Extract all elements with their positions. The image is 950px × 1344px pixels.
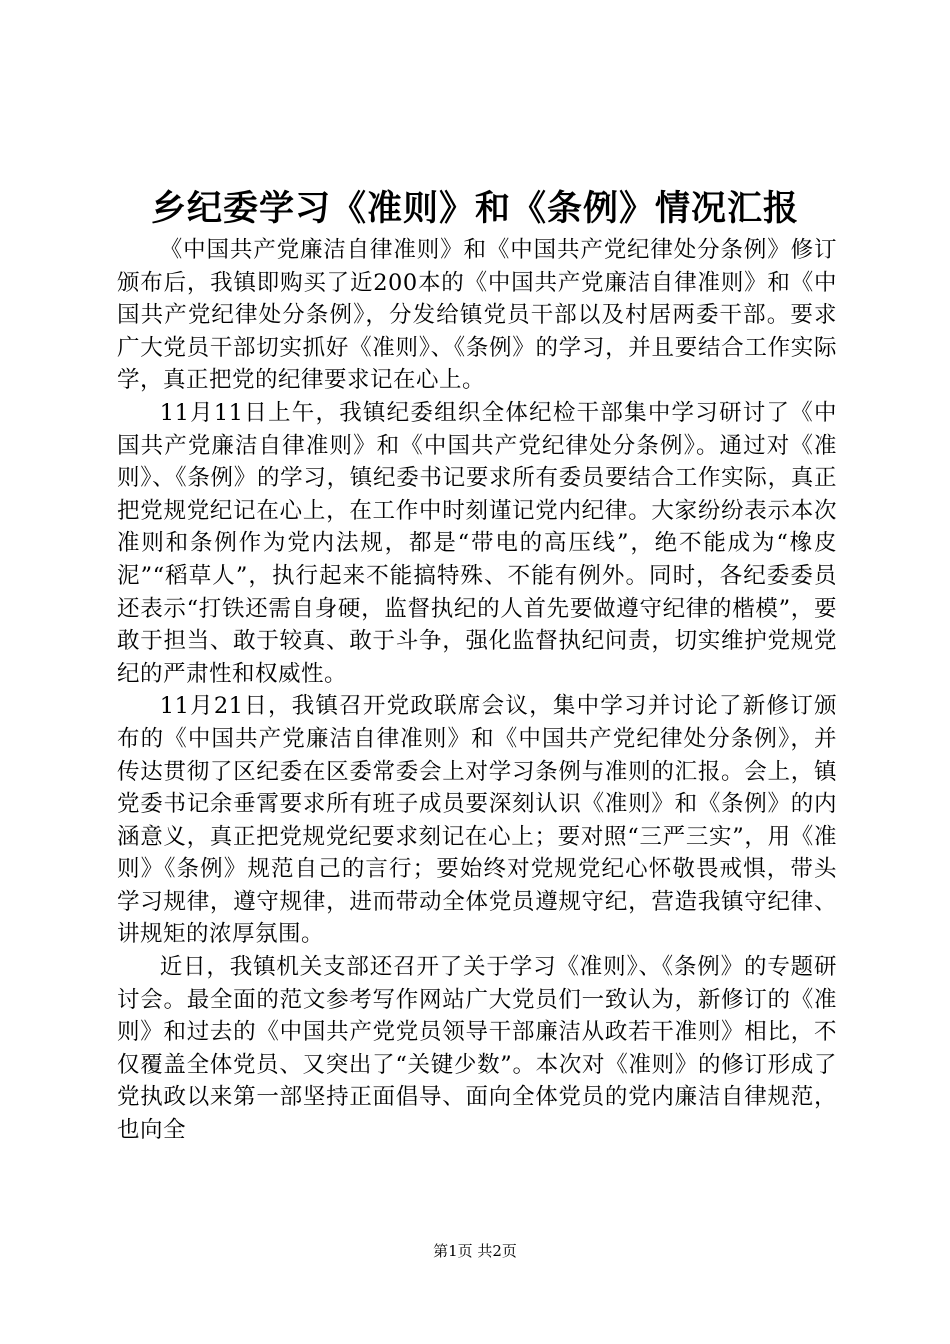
document-body (117, 234, 837, 1147)
paragraph-1: 《中国共产党廉洁自律准则》和《中国共产党纪律处分条例》修订颁布后，我镇即购买了近200本的《中国共产党廉洁自律准则》和《中国共产党纪律处分条例》，分发给镇党员干部以及村居两委干部。要求广大党员干部切实抓好《准则》、《条例》的学习，并且要结合工作实际学，真正把党的纪律要求记在心上。 (117, 237, 837, 394)
paragraph-4: 近日，我镇机关支部还召开了关于学习《准则》、《条例》的专题研讨会。最全面的范文参考写作网站广大党员们一致认为，新修订的《准则》和过去的《中国共产党党员领导干部廉洁从政若干准则》相比，不仅覆盖全体党员、又突出了“关键少数”。本次对《准则》的修订形成了党执政以来第一部坚持正面倡导、面向全体党员的党内廉洁自律规范，也向全 (117, 954, 837, 1144)
paragraph-3: 11月21日，我镇召开党政联席会议，集中学习并讨论了新修订颁布的《中国共产党廉洁自律准则》和《中国共产党纪律处分条例》，并传达贯彻了区纪委在区委常委会上对学习条例与准则的汇报。会上，镇党委书记余垂霄要求所有班子成员要深刻认识《准则》和《条例》的内涵意义，真正把党规党纪要求刻记在心上；要对照“三严三实”，用《准则》《条例》规范自己的言行；要始终对党规党纪心怀敬畏戒惧，带头学习规律，遵守规律，进而带动全体党员遵规守纪，营造我镇守纪律、讲规矩的浓厚氛围。 (117, 693, 837, 948)
page-number-footer: 第1页 共2页 (433, 1242, 517, 1260)
document-title: 乡纪委学习《准则》和《条例》情况汇报 (150, 189, 799, 229)
paragraph-2: 11月11日上午，我镇纪委组织全体纪检干部集中学习研讨了《中国共产党廉洁自律准则》和《中国共产党纪律处分条例》。通过对《准则》、《条例》的学习，镇纪委书记要求所有委员要结合工作实际，真正把党规党纪记在心上，在工作中时刻谨记党内纪律。大家纷纷表示本次准则和条例作为党内法规，都是“带电的高压线”，绝不能成为“橡皮泥”“稻草人”，执行起来不能搞特殊、不能有例外。同时，各纪委委员还表示“打铁还需自身硬，监督执纪的人首先要做遵守纪律的楷模”，要敢于担当、敢于较真、敢于斗争，强化监督执纪问责，切实维护党规党纪的严肃性和权威性。 (117, 399, 837, 687)
